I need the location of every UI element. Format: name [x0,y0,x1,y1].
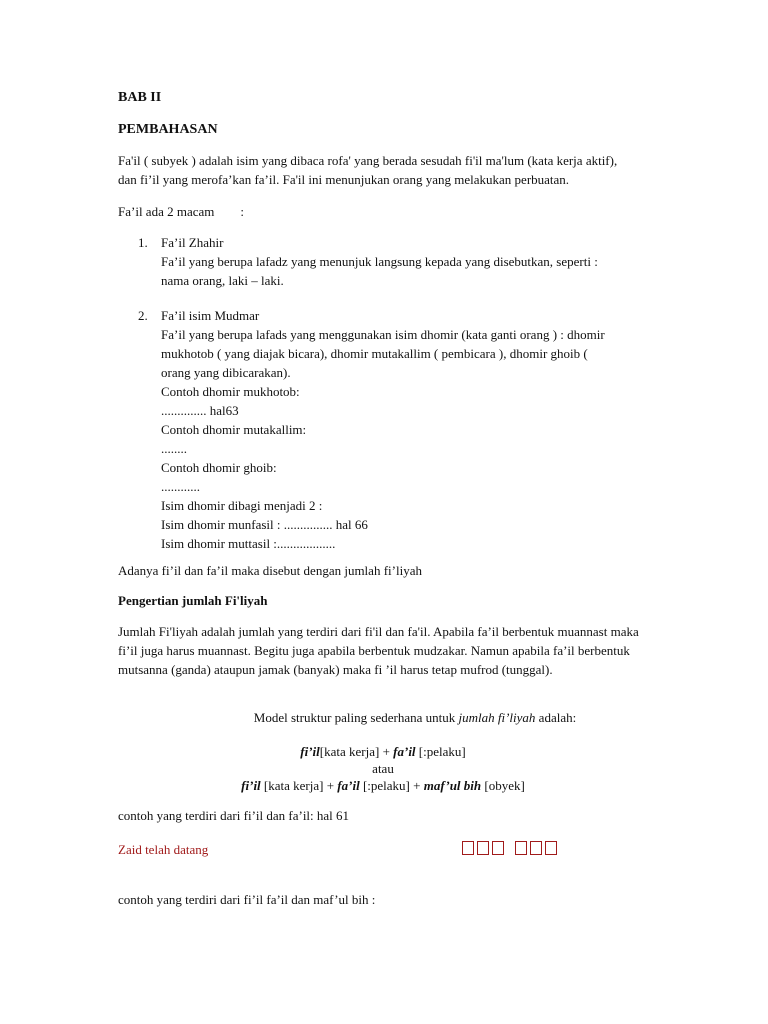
definition-paragraph: Jumlah Fi'liyah adalah jumlah yang terdiri dari fi'il dan fa'il. Apabila fa’il berbentuk muannast maka fi’il juga harus muannast. Begitu juga apabila berbentuk mudzakar. Namun apabila fa’il berbentuk mutsanna (ganda) ataupun jamak (banyak) maka fi ’il harus tetap mufrod (tunggal). [118,624,639,677]
missing-glyph-boxes [462,841,560,860]
list-item-line: ........ [161,441,187,456]
list-item-line: orang yang dibicarakan). [161,365,291,380]
list-item-line: nama orang, laki – laki. [161,273,284,288]
subheading: Pengertian jumlah Fi'liyah [118,593,268,608]
list-item-line: Isim dhomir dibagi menjadi 2 : [161,498,323,513]
list-item-line: Isim dhomir munfasil : ............... hal 66 [161,517,368,532]
types-intro-text: Fa’il ada 2 macam [118,204,215,219]
list-item-line: Isim dhomir muttasil :.................. [161,536,336,551]
formula-fail: fa’il [337,778,360,793]
formula-fail: fa’il [393,744,416,759]
formula-block [118,742,648,795]
model-sentence [150,708,680,727]
missing-glyph-icon [545,841,557,855]
example-1: contoh yang terdiri dari fi’il dan fa’il: hal 61 [118,808,350,823]
model-suffix: adalah: [535,710,577,725]
formula-kata-kerja: [kata kerja] + [319,744,394,759]
model-prefix: Model struktur paling sederhana untuk [253,710,459,725]
list-item-line: Contoh dhomir mutakallim: [161,422,307,437]
intro-paragraph: Fa'il ( subyek ) adalah isim yang dibaca rofa' yang berada sesudah fi'il ma'lum (kata kerja aktif), dan fi’il yang merofa’kan fa’il. Fa'il ini menunjukan orang yang melakukan perbuatan. [118,153,618,187]
example-2: contoh yang terdiri dari fi’il fa’il dan maf’ul bih : [118,892,376,907]
list-item-line: Contoh dhomir ghoib: [161,460,277,475]
list-item-line: Fa’il yang berupa lafads yang menggunakan isim dhomir (kata ganti orang ) : dhomir [161,327,605,342]
list-item-line: Contoh dhomir mukhotob: [161,384,300,399]
model-italic: jumlah fi’liyah [458,710,536,725]
formula-atau: atau [372,761,394,776]
missing-glyph-icon [462,841,474,855]
jumlah-sentence: Adanya fi’il dan fa’il maka disebut dengan jumlah fi’liyah [118,563,422,578]
missing-glyph-icon [530,841,542,855]
formula-pelaku: [:pelaku] [415,744,466,759]
missing-glyph-icon [515,841,527,855]
formula-line-2 [118,776,648,795]
formula-fiil: fi’il [241,778,261,793]
formula-obyek: [obyek] [481,778,525,793]
list-item-line: .............. hal63 [161,403,239,418]
list-item-number: 1. [138,235,148,250]
formula-maful: maf’ul bih [423,778,482,793]
types-intro-colon: : [240,204,245,219]
list-item-line: ............ [161,479,200,494]
missing-glyph-icon [492,841,504,855]
list-item-number: 2. [138,308,148,323]
list-item-line: Fa’il yang berupa lafadz yang menunjuk langsung kepada yang disebutkan, seperti : [161,254,598,269]
list-item-line: mukhotob ( yang diajak bicara), dhomir mutakallim ( pembicara ), dhomir ghoib ( [161,346,588,361]
formula-pelaku: [:pelaku] + [359,778,424,793]
formula-fiil: fi’il [300,744,320,759]
list-item-title: Fa’il isim Mudmar [161,308,260,323]
chapter-title: BAB II [118,90,162,105]
formula-kata-kerja: [kata kerja] + [260,778,338,793]
section-title: PEMBAHASAN [118,122,218,137]
list-item-title: Fa’il Zhahir [161,235,224,250]
missing-glyph-icon [477,841,489,855]
example-red-text: Zaid telah datang [118,842,209,857]
types-intro [118,202,648,221]
formula-line-1 [118,742,648,761]
